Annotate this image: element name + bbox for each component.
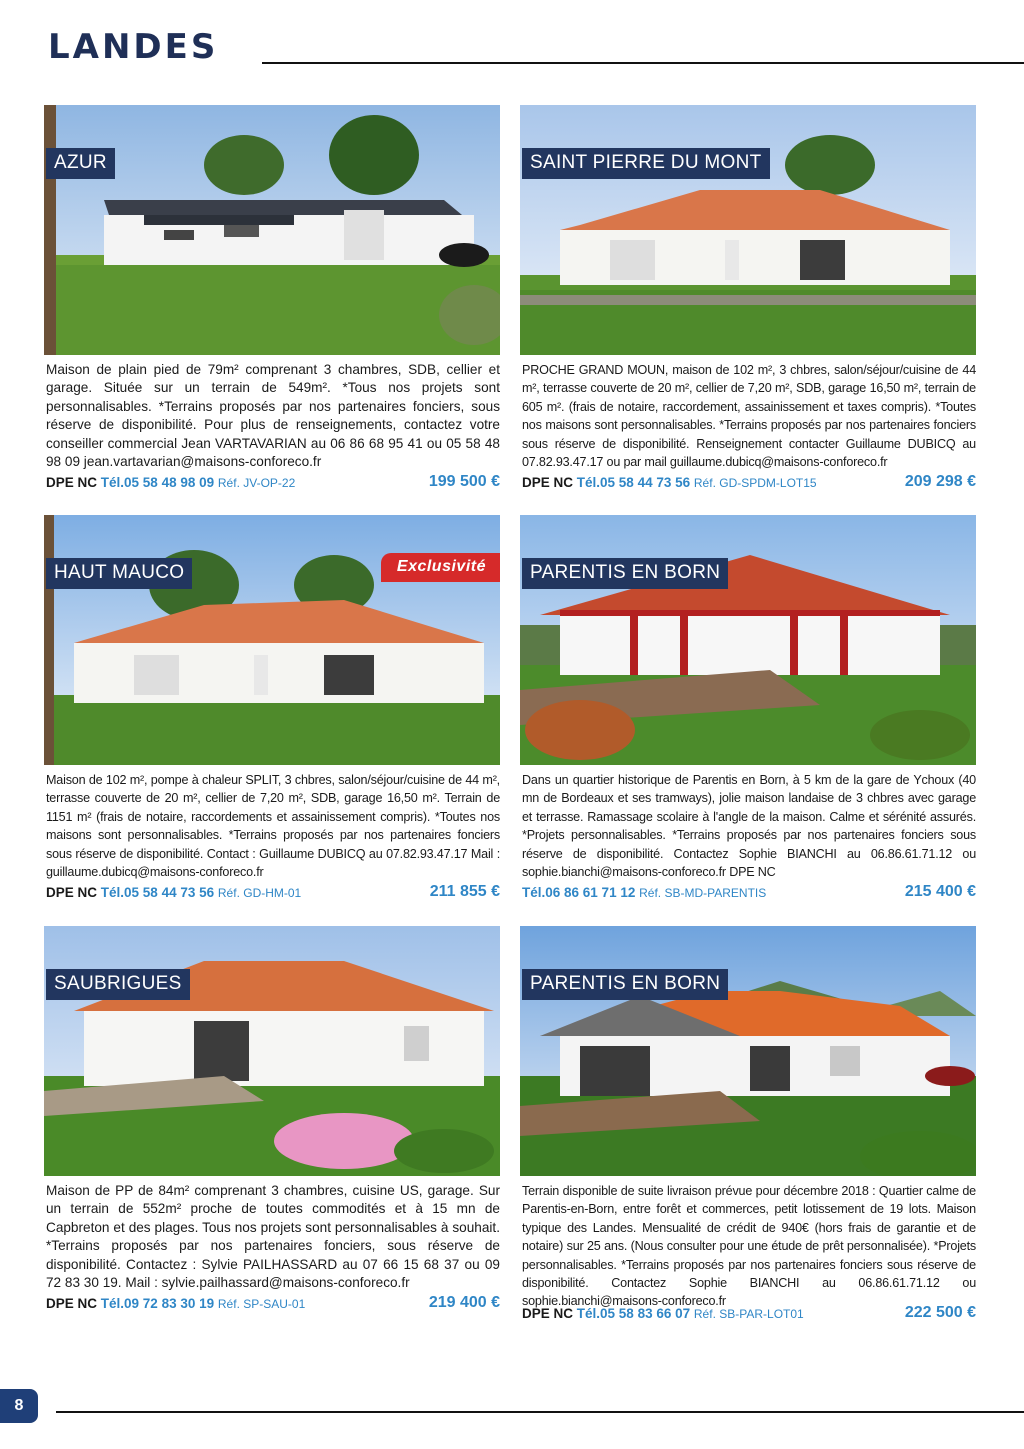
page-number: 8 [0, 1389, 38, 1423]
listing-footer [46, 475, 500, 495]
footer-divider [56, 1411, 1024, 1413]
dpe-label: DPE NC [46, 885, 98, 900]
dpe-label: DPE NC [522, 475, 574, 490]
title-divider [262, 62, 1024, 64]
listing-footer [522, 475, 976, 495]
listing-footer [46, 1296, 500, 1316]
listing-footer [46, 885, 500, 905]
phone-link[interactable]: Tél.06 86 61 71 12 [522, 885, 636, 900]
listing-footer [522, 1306, 976, 1326]
reference: Réf. JV-OP-22 [217, 476, 296, 490]
price: 199 500 € [428, 473, 500, 490]
house-photo [520, 105, 976, 355]
reference: Réf. SB-MD-PARENTIS [639, 886, 767, 900]
phone-link[interactable]: Tél.05 58 48 98 09 [100, 475, 215, 490]
listing-description: Maison de PP de 84m² comprenant 3 chambres, cuisine US, garage. Sur un terrain de 552m² proche de toutes commodités et à 15 mn de Capbreton et des plages. Tous nos projets sont personnalisables à souhait. *Terrains proposés par nos partenaires fonciers, sous réserve de disponibilité. Contactez : Sylvie PAILHASSARD au 07 66 15 68 37 ou 09 72 83 30 19. Mail : sylvie.pailhassard@maisons-conforeco.fr [46, 1183, 500, 1291]
price: 211 855 € [429, 883, 500, 900]
house-photo [44, 926, 500, 1176]
phone-link[interactable]: Tél.09 72 83 30 19 [100, 1296, 215, 1311]
city-label: SAUBRIGUES [46, 969, 190, 1000]
city-label: SAINT PIERRE DU MONT [522, 148, 770, 179]
reference: Réf. SP-SAU-01 [217, 1297, 306, 1311]
listing-description: Maison de 102 m², pompe à chaleur SPLIT, 3 chbres, salon/séjour/cuisine de 44 m², terrasse couverte de 20 m², cellier de 7,20 m², SDB, garage 16,50 m². Terrain de 1151 m² (frais de notaire, raccordements et assainissement compris). *Toutes nos maisons sont personnalisables. *Terrains proposés par nos partenaires fonciers sous réserve de disponibilité. Contact : Guillaume DUBICQ au 07.82.93.47.17 Mail : guillaume.dubicq@maisons-conforeco.fr [46, 773, 500, 880]
city-label: HAUT MAUCO [46, 558, 192, 589]
city-label: PARENTIS EN BORN [522, 558, 728, 589]
listing-footer [522, 885, 976, 905]
reference: Réf. GD-HM-01 [217, 886, 302, 900]
phone-link[interactable]: Tél.05 58 44 73 56 [576, 475, 691, 490]
price: 219 400 € [428, 1294, 500, 1311]
listing-description: Dans un quartier historique de Parentis en Born, à 5 km de la gare de Ychoux (40 mn de Bordeaux et ses tramways), jolie maison landaise de 3 chbres avec garage et terrasse. Ramassage scolaire à l'angle de la maison. Calme et sérénité assurés. *Projets personnalisables. *Terrains proposés par nos partenaires fonciers sous réserve de disponibilité. Contactez Sophie BIANCHI au 06.86.61.71.12 ou sophie.bianchi@maisons-conforeco.fr DPE NC [522, 773, 976, 880]
house-photo [520, 926, 976, 1176]
price: 209 298 € [904, 473, 976, 490]
phone-link[interactable]: Tél.05 58 44 73 56 [100, 885, 215, 900]
phone-link[interactable]: Tél.05 58 83 66 07 [576, 1306, 691, 1321]
reference: Réf. GD-SPDM-LOT15 [693, 476, 817, 490]
reference: Réf. SB-PAR-LOT01 [693, 1307, 804, 1321]
house-photo [520, 515, 976, 765]
dpe-label: DPE NC [522, 1306, 574, 1321]
price: 215 400 € [904, 883, 976, 900]
house-photo [44, 105, 500, 355]
city-label: AZUR [46, 148, 115, 179]
dpe-label: DPE NC [46, 475, 98, 490]
price: 222 500 € [904, 1304, 976, 1321]
listing-description: Maison de plain pied de 79m² comprenant 3 chambres, SDB, cellier et garage. Située sur un terrain de 549m². *Tous nos projets sont personnalisables. *Terrains proposés par nos partenaires fonciers, sous réserve de disponibilité. Pour plus de renseignements, contactez votre conseiller commercial Jean VARTAVARIAN au 06 86 68 95 41 ou 05 58 48 98 09 jean.vartavarian@maisons-conforeco.fr [46, 362, 500, 470]
exclusivity-badge: Exclusivité [381, 553, 500, 582]
region-title: LANDES [48, 27, 219, 67]
listing-description: Terrain disponible de suite livraison prévue pour décembre 2018 : Quartier calme de Parentis-en-Born, entre forêt et commerces, petit lotissement de 19 lots. Maison typique des Landes. Mensualité de crédit de 940€ (hors frais de garantie et de notaire) sur 25 ans. (Nous consulter pour une étude de prêt personnalisée). *Projets personnalisables. *Terrains proposés par nos partenaires fonciers sous réserve de disponibilité. Contactez Sophie BIANCHI au 06.86.61.71.12 ou sophie.bianchi@maisons-conforeco.fr [522, 1184, 976, 1309]
listing-description: PROCHE GRAND MOUN, maison de 102 m², 3 chbres, salon/séjour/cuisine de 44 m², terrasse couverte de 20 m², cellier de 7,20 m², SDB, garage 16,50 m², terrain de 605 m². (frais de notaire, raccordement, assainissement et taxes compris). *Toutes nos maisons sont personnalisables. *Terrains proposés par nos partenaires fonciers sous réserve de disponibilité. Renseignement contacter Guillaume DUBICQ au 07.82.93.47.17 ou par mail guillaume.dubicq@maisons-conforeco.fr [522, 363, 976, 470]
city-label: PARENTIS EN BORN [522, 969, 728, 1000]
dpe-label: DPE NC [46, 1296, 98, 1311]
